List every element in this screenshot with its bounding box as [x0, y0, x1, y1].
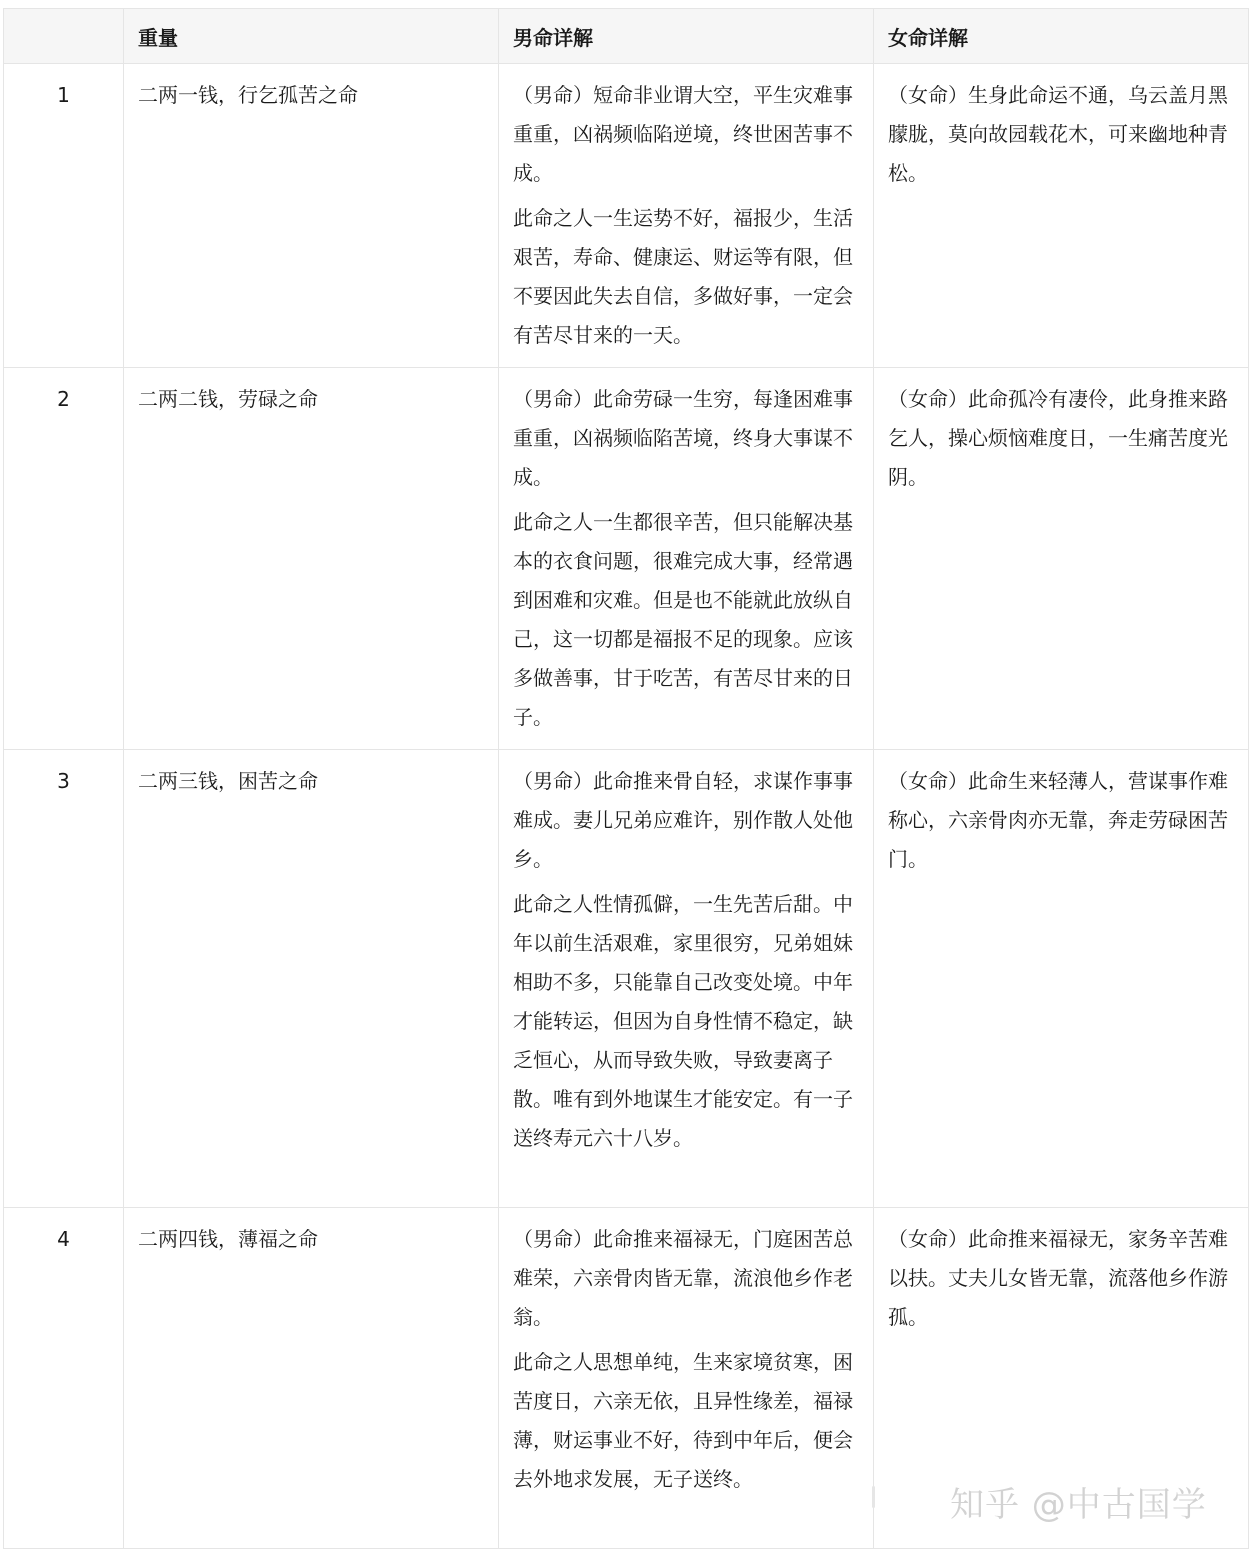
male-explanation: 此命之人一生运势不好，福报少，生活艰苦，寿命、健康运、财运等有限，但不要因此失去自信，多做好事，一定会有苦尽甘来的一天。 — [513, 206, 853, 347]
female-detail-cell — [874, 64, 1249, 368]
male-explanation: 此命之人一生都很辛苦，但只能解决基本的衣食问题，很难完成大事，经常遇到困难和灾难。但是也不能就此放纵自己，这一切都是福报不足的现象。应该多做善事，甘于吃苦，有苦尽甘来的日子。 — [513, 510, 853, 729]
table-header-row — [4, 9, 1249, 64]
weight-cell: 二两四钱，薄福之命 — [124, 1208, 499, 1549]
table-row — [4, 64, 1249, 368]
table-row — [4, 750, 1249, 1208]
male-detail-cell — [499, 368, 874, 750]
watermark-divider — [872, 1486, 875, 1508]
fate-weight-table — [3, 8, 1249, 1549]
header-female: 女命详解 — [874, 9, 1249, 64]
female-verse: （女命）生身此命运不通，乌云盖月黑朦胧，莫向故园载花木，可来幽地种青松。 — [888, 83, 1228, 185]
row-number: 4 — [4, 1208, 124, 1549]
header-index — [4, 9, 124, 64]
watermark: 知乎 @中古国学 — [950, 1485, 1207, 1525]
male-explanation: 此命之人性情孤僻，一生先苦后甜。中年以前生活艰难，家里很穷，兄弟姐妹相助不多，只能靠自己改变处境。中年才能转运，但因为自身性情不稳定，缺乏恒心，从而导致失败，导致妻离子散。唯有到外地谋生才能安定。有一子送终寿元六十八岁。 — [513, 892, 853, 1150]
row-number: 1 — [4, 64, 124, 368]
row-number: 3 — [4, 750, 124, 1208]
female-verse: （女命）此命生来轻薄人，营谋事作难称心，六亲骨肉亦无靠，奔走劳碌困苦门。 — [888, 769, 1228, 871]
male-explanation: 此命之人思想单纯，生来家境贫寒，困苦度日，六亲无依，且异性缘差，福禄薄，财运事业不好，待到中年后，便会去外地求发展，无子送终。 — [513, 1350, 853, 1491]
header-male: 男命详解 — [499, 9, 874, 64]
female-verse: （女命）此命推来福禄无，家务辛苦难以扶。丈夫儿女皆无靠，流落他乡作游孤。 — [888, 1227, 1228, 1329]
male-verse: （男命）此命推来福禄无，门庭困苦总难荣，六亲骨肉皆无靠，流浪他乡作老翁。 — [513, 1227, 853, 1329]
weight-cell: 二两二钱，劳碌之命 — [124, 368, 499, 750]
header-weight: 重量 — [124, 9, 499, 64]
female-verse: （女命）此命孤冷有凄伶，此身推来路乞人，操心烦恼难度日，一生痛苦度光阴。 — [888, 387, 1228, 489]
fate-weight-table-container — [3, 8, 1248, 1549]
male-verse: （男命）此命劳碌一生穷，每逢困难事重重，凶祸频临陷苦境，终身大事谋不成。 — [513, 387, 853, 489]
male-verse: （男命）此命推来骨自轻，求谋作事事难成。妻儿兄弟应难许，别作散人处他乡。 — [513, 769, 853, 871]
male-detail-cell — [499, 1208, 874, 1549]
female-detail-cell — [874, 368, 1249, 750]
female-detail-cell — [874, 750, 1249, 1208]
table-row — [4, 368, 1249, 750]
weight-cell: 二两一钱，行乞孤苦之命 — [124, 64, 499, 368]
row-number: 2 — [4, 368, 124, 750]
male-verse: （男命）短命非业谓大空，平生灾难事重重，凶祸频临陷逆境，终世困苦事不成。 — [513, 83, 853, 185]
male-detail-cell — [499, 750, 874, 1208]
weight-cell: 二两三钱，困苦之命 — [124, 750, 499, 1208]
male-detail-cell — [499, 64, 874, 368]
